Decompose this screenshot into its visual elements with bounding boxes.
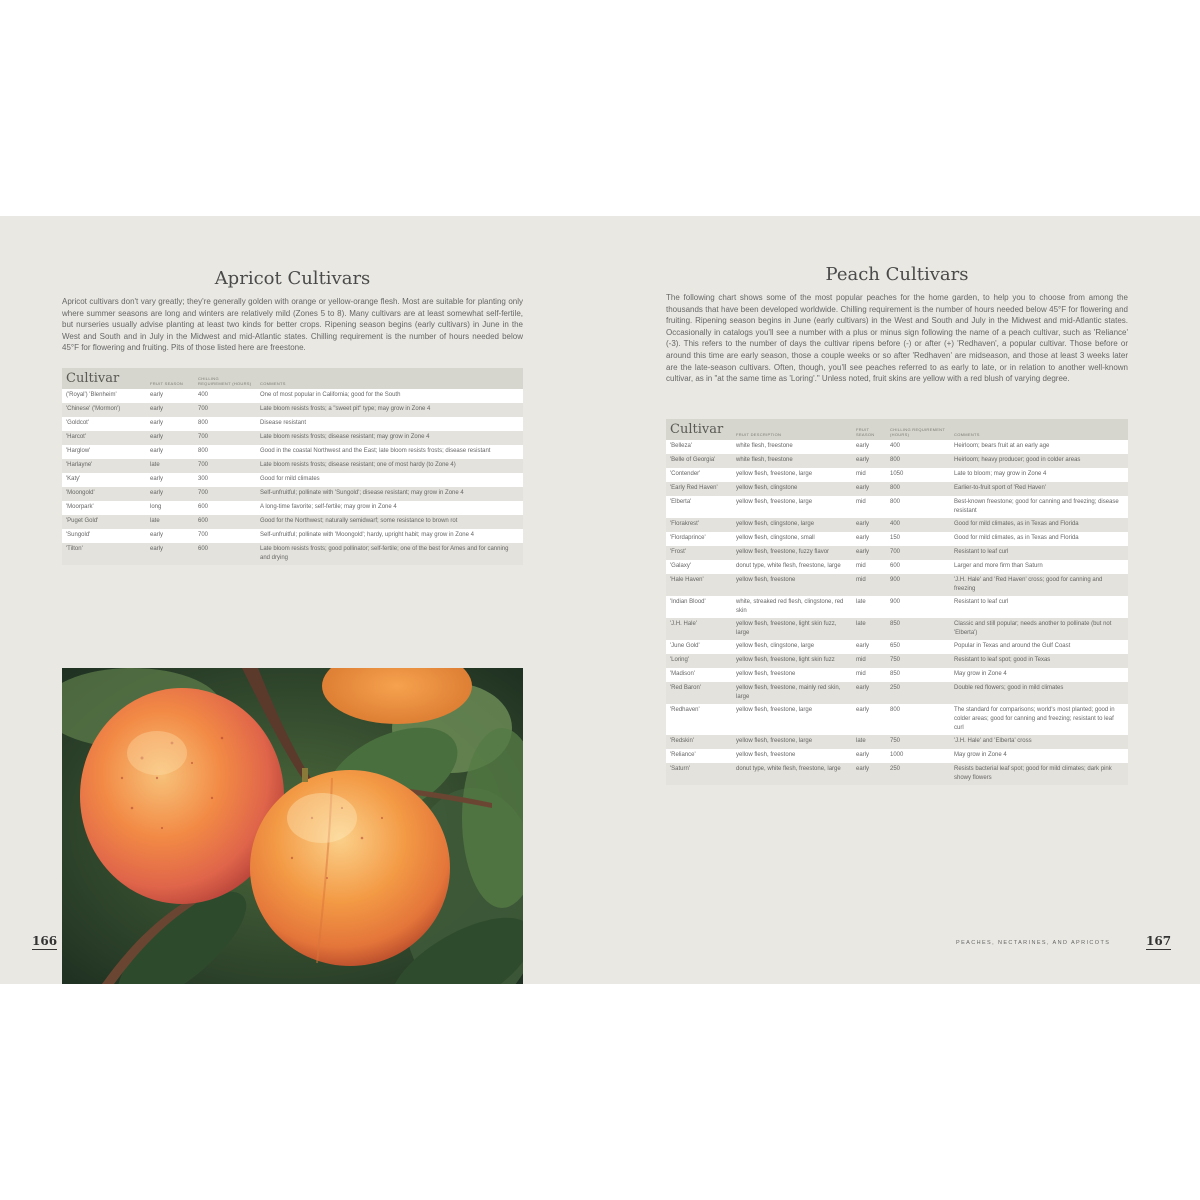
table-cell: Good for mild climates, as in Texas and Florida (950, 518, 1128, 532)
table-cell: A long-time favorite; self-fertile; may grow in Zone 4 (256, 501, 523, 515)
table-cell: 'Moorpark' (62, 501, 146, 515)
table-cell: Late bloom resists frosts; a "sweet pit" type; may grow in Zone 4 (256, 403, 523, 417)
column-header: COMMENTS (950, 419, 1128, 440)
column-header: CHILLING REQUIREMENT (HOURS) (194, 368, 256, 389)
table-cell: 250 (886, 682, 950, 704)
table-header-row (62, 368, 523, 389)
table-cell: early (852, 640, 886, 654)
table-cell: white flesh, freestone (732, 454, 852, 468)
table-row (666, 749, 1128, 763)
table-cell: 'Puget Gold' (62, 515, 146, 529)
table-cell: Heirloom; heavy producer; good in colder areas (950, 454, 1128, 468)
peach-cultivar-table (666, 419, 1128, 785)
table-cell: white flesh, freestone (732, 440, 852, 454)
table-cell: yellow flesh, freestone, large (732, 496, 852, 518)
page-number-left: 166 (32, 934, 58, 948)
table-cell: late (852, 596, 886, 618)
table-row (62, 445, 523, 459)
table-cell: early (146, 543, 194, 565)
peach-title: Peach Cultivars (825, 264, 969, 285)
table-cell: 150 (886, 532, 950, 546)
table-cell: Resistant to leaf spot; good in Texas (950, 654, 1128, 668)
table-cell: 'Elberta' (666, 496, 732, 518)
table-cell: 'Moongold' (62, 487, 146, 501)
table-cell: 'June Gold' (666, 640, 732, 654)
apricot-title: Apricot Cultivars (214, 268, 371, 289)
table-cell: 700 (194, 431, 256, 445)
table-cell: long (146, 501, 194, 515)
apricot-photo (62, 668, 523, 984)
table-cell: 900 (886, 596, 950, 618)
table-row (62, 473, 523, 487)
table-cell: donut type, white flesh, freestone, large (732, 560, 852, 574)
table-cell: white, streaked red flesh, clingstone, red skin (732, 596, 852, 618)
table-cell: Self-unfruitful; pollinate with 'Sungold'; disease resistant; may grow in Zone 4 (256, 487, 523, 501)
table-cell: Good for the Northwest; naturally semidwarf; some resistance to brown rot (256, 515, 523, 529)
table-cell: mid (852, 468, 886, 482)
table-cell: yellow flesh, freestone, fuzzy flavor (732, 546, 852, 560)
running-head: PEACHES, NECTARINES, AND APRICOTS (956, 940, 1111, 946)
table-cell: 'Belle of Georgia' (666, 454, 732, 468)
table-row (666, 763, 1128, 785)
table-cell: yellow flesh, clingstone, small (732, 532, 852, 546)
table-cell: early (146, 403, 194, 417)
table-cell: 'Saturn' (666, 763, 732, 785)
table-cell: Double red flowers; good in mild climates (950, 682, 1128, 704)
table-cell: early (852, 518, 886, 532)
table-row (666, 496, 1128, 518)
table-cell: Disease resistant (256, 417, 523, 431)
table-cell: 'Harglow' (62, 445, 146, 459)
apricot-cultivar-table (62, 368, 523, 565)
table-cell: early (852, 704, 886, 735)
table-cell: early (852, 440, 886, 454)
table-row (666, 574, 1128, 596)
table-cell: Larger and more firm than Saturn (950, 560, 1128, 574)
table-cell: 800 (194, 445, 256, 459)
column-header: Cultivar (666, 419, 732, 440)
table-cell: 'Florakrest' (666, 518, 732, 532)
table-cell: Late bloom resists frosts; good pollinator; self-fertile; one of the best for Ames and for canning and drying (256, 543, 523, 565)
table-cell: early (852, 454, 886, 468)
table-cell: 600 (886, 560, 950, 574)
column-header: FRUIT DESCRIPTION (732, 419, 852, 440)
table-row (62, 431, 523, 445)
table-row (666, 704, 1128, 735)
table-cell: Self-unfruitful; pollinate with 'Moongold'; hardy, upright habit; may grow in Zone 4 (256, 529, 523, 543)
table-cell: 1000 (886, 749, 950, 763)
table-cell: yellow flesh, clingstone, large (732, 640, 852, 654)
table-cell: 700 (194, 487, 256, 501)
table-cell: Resistant to leaf curl (950, 546, 1128, 560)
table-cell: 700 (194, 529, 256, 543)
column-header: FRUIT SEASON (146, 368, 194, 389)
table-cell: 600 (194, 501, 256, 515)
table-cell: yellow flesh, freestone, large (732, 468, 852, 482)
table-row (666, 618, 1128, 640)
table-cell: 600 (194, 515, 256, 529)
table-cell: Late to bloom; may grow in Zone 4 (950, 468, 1128, 482)
table-cell: 700 (194, 403, 256, 417)
table-cell: 'Frost' (666, 546, 732, 560)
table-row (62, 403, 523, 417)
table-cell: Resists bacterial leaf spot; good for mild climates; dark pink showy flowers (950, 763, 1128, 785)
table-cell: mid (852, 496, 886, 518)
table-row (666, 654, 1128, 668)
table-row (666, 454, 1128, 468)
table-cell: 'Red Baron' (666, 682, 732, 704)
table-cell: early (146, 487, 194, 501)
table-row (666, 468, 1128, 482)
table-cell: 'Katy' (62, 473, 146, 487)
table-row (62, 501, 523, 515)
peach-intro: The following chart shows some of the most popular peaches for the home garden, to help you to choose from among the thousands that have been developed worldwide. Chilling requirement is the number of hours needed below 45°F for flowering and fruiting. Ripening season begins in June (early cultivars) in the West and South and July in the Midwest and mid-Atlantic states. Occasionally in catalogs you'll see a number with a plus or minus sign following the name of a peach cultivar, such as 'Reliance' (-3). This refers to the number of days the cultivar ripens before (-) or after (+) 'Redhaven', a popular cultivar. Those before or around this time are early season, those a couple weeks or so after 'Redhaven' are midseason, and those at least 3 weeks later are the late-season cultivars. Often, though, you'll see peaches referred to as early to late, or in relation to another well-known cultivar, as in "at the same time as 'Loring'." Unless noted, fruit skins are yellow with a red blush of varying degree. (666, 293, 1128, 384)
table-cell: 'Madison' (666, 668, 732, 682)
table-row (666, 560, 1128, 574)
column-header: Cultivar (62, 368, 146, 389)
table-cell: early (852, 532, 886, 546)
table-cell: early (852, 763, 886, 785)
table-cell: yellow flesh, clingstone, large (732, 518, 852, 532)
table-cell: 'J.H. Hale' (666, 618, 732, 640)
table-cell: early (146, 389, 194, 403)
table-cell: ('Royal') 'Blenheim' (62, 389, 146, 403)
table-row (666, 532, 1128, 546)
table-row (62, 543, 523, 565)
table-row (666, 735, 1128, 749)
table-row (62, 459, 523, 473)
table-cell: Earlier-to-fruit sport of 'Red Haven' (950, 482, 1128, 496)
table-cell: 'Sungold' (62, 529, 146, 543)
table-cell: mid (852, 574, 886, 596)
table-cell: 400 (194, 389, 256, 403)
table-cell: 400 (886, 518, 950, 532)
table-row (62, 515, 523, 529)
page-number-right: 167 (1146, 934, 1172, 948)
table-cell: May grow in Zone 4 (950, 749, 1128, 763)
table-cell: Good for mild climates, as in Texas and Florida (950, 532, 1128, 546)
table-cell: 'Harlayne' (62, 459, 146, 473)
table-cell: 600 (194, 543, 256, 565)
table-cell: yellow flesh, freestone, light skin fuzz, large (732, 618, 852, 640)
table-cell: Resistant to leaf curl (950, 596, 1128, 618)
table-cell: 800 (886, 496, 950, 518)
column-header: COMMENTS (256, 368, 523, 389)
table-cell: 'Belleza' (666, 440, 732, 454)
table-cell: yellow flesh, freestone (732, 668, 852, 682)
table-cell: early (852, 682, 886, 704)
table-cell: early (146, 417, 194, 431)
table-cell: 800 (886, 704, 950, 735)
table-cell: 800 (886, 454, 950, 468)
table-cell: late (146, 459, 194, 473)
table-row (62, 529, 523, 543)
table-cell: 'Loring' (666, 654, 732, 668)
table-cell: late (852, 735, 886, 749)
table-cell: Late bloom resists frosts; disease resistant; may grow in Zone 4 (256, 431, 523, 445)
table-cell: 750 (886, 735, 950, 749)
table-cell: Good in the coastal Northwest and the East; late bloom resists frosts; disease resistant (256, 445, 523, 459)
table-cell: mid (852, 560, 886, 574)
table-row (666, 640, 1128, 654)
table-cell: yellow flesh, clingstone (732, 482, 852, 496)
table-cell: 'Tilton' (62, 543, 146, 565)
table-row (666, 518, 1128, 532)
table-cell: 'Goldcot' (62, 417, 146, 431)
table-row (666, 682, 1128, 704)
table-cell: 'Indian Blood' (666, 596, 732, 618)
table-cell: early (146, 445, 194, 459)
table-cell: yellow flesh, freestone, large (732, 735, 852, 749)
table-row (62, 487, 523, 501)
table-cell: 'Galaxy' (666, 560, 732, 574)
table-cell: yellow flesh, freestone, large (732, 704, 852, 735)
table-cell: 'Harcot' (62, 431, 146, 445)
table-cell: mid (852, 668, 886, 682)
table-cell: 'Redhaven' (666, 704, 732, 735)
table-cell: 750 (886, 654, 950, 668)
table-cell: 900 (886, 574, 950, 596)
table-cell: 700 (194, 459, 256, 473)
table-cell: 'Redskin' (666, 735, 732, 749)
table-cell: early (146, 431, 194, 445)
table-cell: 800 (886, 482, 950, 496)
table-cell: yellow flesh, freestone, mainly red skin, large (732, 682, 852, 704)
book-spread (0, 216, 1200, 984)
table-row (666, 440, 1128, 454)
table-cell: mid (852, 654, 886, 668)
table-cell: 800 (194, 417, 256, 431)
table-cell: early (852, 546, 886, 560)
table-cell: Late bloom resists frosts; disease resistant; one of most hardy (to Zone 4) (256, 459, 523, 473)
column-header: FRUIT SEASON (852, 419, 886, 440)
table-cell: 'Early Red Haven' (666, 482, 732, 496)
table-cell: 'Flordaprince' (666, 532, 732, 546)
table-cell: One of most popular in California; good for the South (256, 389, 523, 403)
table-cell: donut type, white flesh, freestone, large (732, 763, 852, 785)
table-cell: late (852, 618, 886, 640)
right-page (600, 216, 1200, 984)
table-cell: May grow in Zone 4 (950, 668, 1128, 682)
table-cell: Heirloom; bears fruit at an early age (950, 440, 1128, 454)
table-header-row (666, 419, 1128, 440)
table-cell: 700 (886, 546, 950, 560)
table-cell: 'J.H. Hale' and 'Red Haven' cross; good for canning and freezing (950, 574, 1128, 596)
table-cell: early (146, 473, 194, 487)
table-cell: The standard for comparisons; world's most planted; good in colder areas; good for canning and freezing; resistant to leaf curl (950, 704, 1128, 735)
table-row (666, 546, 1128, 560)
table-cell: 'J.H. Hale' and 'Elberta' cross (950, 735, 1128, 749)
table-cell: 250 (886, 763, 950, 785)
apricot-intro: Apricot cultivars don't vary greatly; they're generally golden with orange or yellow-orange flesh. Most are suitable for planting only where summer seasons are long and winters are relatively mild (Zones 5 to 8). Many cultivars are at least somewhat self-fertile, but nurseries usually advise planting at least two kinds for better crops. Ripening season begins (early cultivars) in June in the West and South and in July in the Midwest and mid-Atlantic states. Chilling requirement is the number of hours needed below 45°F for flowering and fruiting. Pits of those listed here are freestone. (62, 297, 523, 353)
table-cell: Best-known freestone; good for canning and freezing; disease resistant (950, 496, 1128, 518)
table-cell: yellow flesh, freestone (732, 749, 852, 763)
table-cell: early (852, 482, 886, 496)
table-cell: 'Contender' (666, 468, 732, 482)
table-cell: yellow flesh, freestone, light skin fuzz (732, 654, 852, 668)
table-cell: 850 (886, 668, 950, 682)
table-cell: late (146, 515, 194, 529)
table-row (666, 482, 1128, 496)
table-cell: 400 (886, 440, 950, 454)
table-row (62, 389, 523, 403)
table-row (666, 668, 1128, 682)
table-cell: Good for mild climates (256, 473, 523, 487)
table-cell: 300 (194, 473, 256, 487)
table-cell: 'Chinese' ('Mormon') (62, 403, 146, 417)
table-cell: early (146, 529, 194, 543)
table-row (62, 417, 523, 431)
table-cell: early (852, 749, 886, 763)
table-cell: yellow flesh, freestone (732, 574, 852, 596)
table-row (666, 596, 1128, 618)
left-page (0, 216, 600, 984)
column-header: CHILLING REQUIREMENT (HOURS) (886, 419, 950, 440)
table-cell: Popular in Texas and around the Gulf Coast (950, 640, 1128, 654)
table-cell: Classic and still popular; needs another to pollinate (but not 'Elberta') (950, 618, 1128, 640)
table-cell: 1050 (886, 468, 950, 482)
table-cell: 'Reliance' (666, 749, 732, 763)
table-cell: 'Hale Haven' (666, 574, 732, 596)
table-cell: 650 (886, 640, 950, 654)
table-cell: 850 (886, 618, 950, 640)
